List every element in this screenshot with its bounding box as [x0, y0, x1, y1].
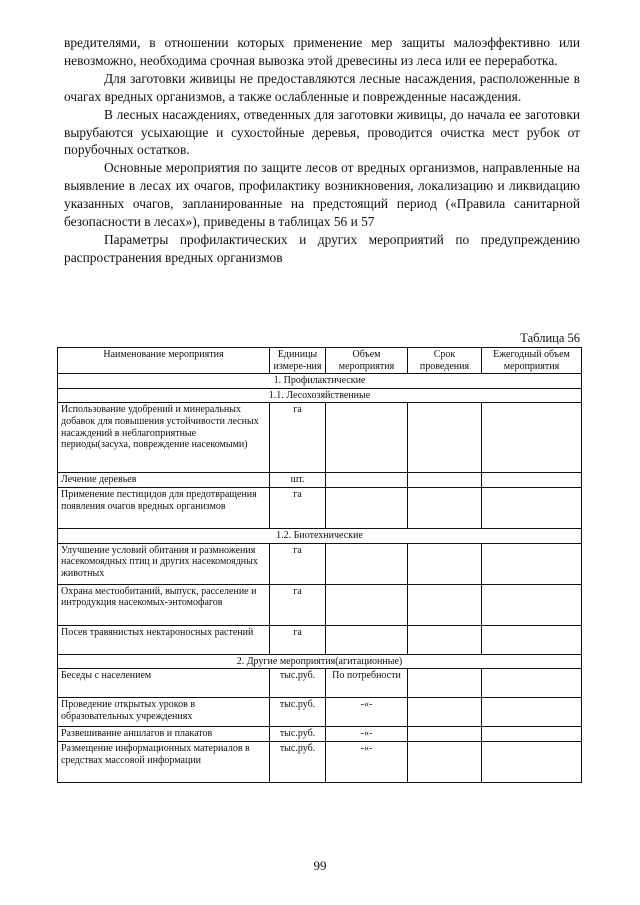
cell-volume: -«- — [326, 742, 408, 783]
table-row — [58, 669, 582, 698]
cell-name: Беседы с населением — [58, 669, 270, 698]
cell-annual — [482, 698, 582, 727]
cell-annual — [482, 473, 582, 488]
table-row — [58, 727, 582, 742]
cell-term — [408, 403, 482, 473]
cell-term — [408, 487, 482, 528]
body-text — [64, 34, 580, 267]
header-term: Срок проведения — [408, 348, 482, 374]
table-header-row — [58, 348, 582, 374]
cell-name: Применение пестицидов для предотвращения появления очагов вредных организмов — [58, 487, 270, 528]
cell-units: тыс.руб. — [270, 727, 326, 742]
cell-term — [408, 543, 482, 584]
cell-volume — [326, 487, 408, 528]
section-row — [58, 388, 582, 403]
header-volume: Объем мероприятия — [326, 348, 408, 374]
cell-volume — [326, 403, 408, 473]
cell-volume: По потребности — [326, 669, 408, 698]
cell-volume — [326, 625, 408, 654]
paragraph-1: вредителями, в отношении которых применение мер защиты малоэффективно или невозможно, необходима срочная вывозка этой древесины из леса или ее переработка. — [64, 35, 580, 68]
cell-volume — [326, 584, 408, 625]
cell-term — [408, 727, 482, 742]
table-row — [58, 543, 582, 584]
header-name: Наименование мероприятия — [58, 348, 270, 374]
cell-annual — [482, 742, 582, 783]
section-heading: 1.1. Лесохозяйственные — [58, 388, 582, 403]
cell-units: га — [270, 403, 326, 473]
cell-units: шт. — [270, 473, 326, 488]
cell-name: Лечение деревьев — [58, 473, 270, 488]
table-row — [58, 625, 582, 654]
cell-name: Использование удобрений и минеральных добавок для повышения устойчивости лесных насаждений в неблагоприятные периоды(засуха, повреждение насекомыми) — [58, 403, 270, 473]
cell-units: тыс.руб. — [270, 669, 326, 698]
paragraph-3: В лесных насаждениях, отведенных для заготовки живицы, до начала ее заготовки вырубаются усыхающие и сухостойные деревья, проводится очистка мест рубок от порубочных остатков. — [64, 106, 580, 158]
cell-term — [408, 698, 482, 727]
section-row — [58, 654, 582, 669]
cell-annual — [482, 625, 582, 654]
paragraph-4: Основные мероприятия по защите лесов от вредных организмов, направленные на выявление в лесах их очагов, профилактику возникновения, локализацию и ликвидацию указанных очагов, запланированные на предстоящий период («Правила санитарной безопасности в лесах»), приведены в таблицах 56 и 57 — [64, 160, 580, 230]
section-heading: 2. Другие мероприятия(агитационные) — [58, 654, 582, 669]
cell-term — [408, 584, 482, 625]
table-caption: Таблица 56 — [520, 331, 580, 345]
cell-volume: -«- — [326, 727, 408, 742]
cell-term — [408, 625, 482, 654]
table-row — [58, 473, 582, 488]
header-units: Единицы измере-ния — [270, 348, 326, 374]
cell-annual — [482, 487, 582, 528]
section-row — [58, 528, 582, 543]
cell-volume: -«- — [326, 698, 408, 727]
cell-annual — [482, 403, 582, 473]
cell-name: Улучшение условий обитания и размножения насекомоядных птиц и других насекомоядных животных — [58, 543, 270, 584]
cell-name: Охрана местообитаний, выпуск, расселение и интродукция насекомых-энтомофагов — [58, 584, 270, 625]
table-row — [58, 487, 582, 528]
table-row — [58, 403, 582, 473]
table-title: Параметры профилактических и других мероприятий по предупреждению распространения вредных организмов — [64, 231, 580, 265]
cell-name: Посев травянистых нектароносных растений — [58, 625, 270, 654]
measures-table — [57, 347, 582, 783]
table-row — [58, 698, 582, 727]
cell-term — [408, 473, 482, 488]
cell-name: Проведение открытых уроков в образовательных учреждениях — [58, 698, 270, 727]
table-row — [58, 584, 582, 625]
cell-name: Развешивание аншлагов и плакатов — [58, 727, 270, 742]
cell-units: тыс.руб. — [270, 698, 326, 727]
section-heading: 1. Профилактические — [58, 374, 582, 389]
cell-volume — [326, 543, 408, 584]
cell-units: га — [270, 625, 326, 654]
cell-term — [408, 742, 482, 783]
cell-units: га — [270, 584, 326, 625]
cell-units: га — [270, 543, 326, 584]
cell-annual — [482, 584, 582, 625]
cell-name: Размещение информационных материалов в средствах массовой информации — [58, 742, 270, 783]
paragraph-2: Для заготовки живицы не предоставляются лесные насаждения, расположенные в очагах вредных организмов, а также ослабленные и поврежденные насаждения. — [64, 70, 580, 104]
table-row — [58, 742, 582, 783]
section-heading: 1.2. Биотехнические — [58, 528, 582, 543]
header-annual-volume: Ежегодный объем мероприятия — [482, 348, 582, 374]
cell-annual — [482, 727, 582, 742]
cell-annual — [482, 543, 582, 584]
section-row — [58, 374, 582, 389]
cell-units: тыс.руб. — [270, 742, 326, 783]
cell-term — [408, 669, 482, 698]
cell-units: га — [270, 487, 326, 528]
cell-volume — [326, 473, 408, 488]
page-number: 99 — [313, 858, 327, 873]
cell-annual — [482, 669, 582, 698]
